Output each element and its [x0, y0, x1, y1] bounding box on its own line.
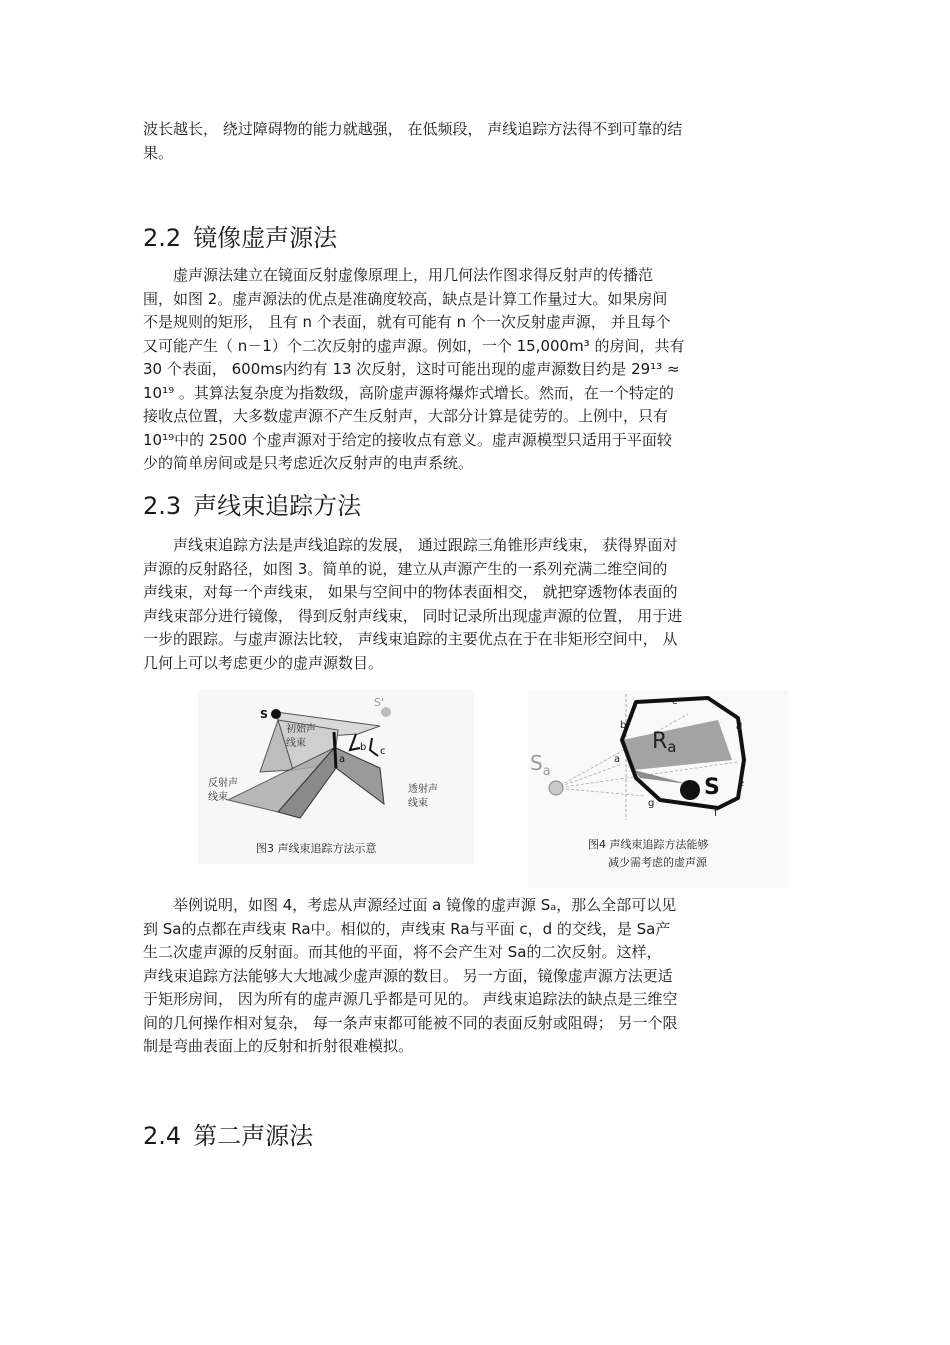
image-source-point: [549, 781, 563, 795]
label-s: S: [260, 708, 268, 721]
figure-4-caption-line-1: 图4 声线束追踪方法能够: [588, 838, 709, 851]
text-line: 又可能产生（ n－1）个二次反射的虚声源。例如，一个 15,000m³ 的房间，共有: [143, 336, 685, 355]
source-point: [680, 780, 700, 800]
text-line: 一步的跟踪。与虚声源法比较， 声线束追踪的主要优点在于在非矩形空间中， 从: [143, 630, 678, 648]
edge-label-g: g: [648, 798, 655, 809]
section-title: 第二声源法: [193, 1122, 314, 1150]
text-line: 接收点位置，大多数虚声源不产生反射声，大部分计算是徒劳的。上例中，只有: [143, 407, 669, 425]
edge-label-b: b: [620, 720, 627, 731]
section-number: 2.3: [143, 492, 182, 520]
section-2-3-paragraph-2: [143, 894, 808, 1059]
figure-4-caption-line-2: 减少需考虑的虚声源: [608, 856, 707, 869]
text-line: 果。: [143, 143, 174, 162]
label-b: b: [360, 742, 367, 753]
text-line: 到 Sa的点都在声线束 Ra中。相似的，声线束 Ra与平面 c，d 的交线，是 Sa产: [143, 919, 671, 938]
text-line: 10¹⁹ 。其算法复杂度为指数级，高阶虚声源将爆炸式增长。然而，在一个特定的: [143, 383, 674, 402]
text-line: 声源的反射路径，如图 3。简单的说，建立从声源产生的一系列充满二维空间的: [143, 559, 668, 578]
edge-label-a: a: [614, 754, 621, 765]
text-line: 生二次虚声源的反射面。而其他的平面，将不会产生对 Sa的二次反射。这样，: [143, 943, 662, 961]
label-c: c: [380, 746, 386, 757]
label-reflected-beam-2: 线束: [208, 792, 228, 803]
label-initial-beam: 初始声: [286, 724, 316, 735]
figure-3-caption: 图3 声线束追踪方法示意: [256, 842, 377, 855]
figure-3: [198, 690, 474, 864]
figure-4-diagram: [528, 690, 788, 888]
label-a: a: [339, 754, 346, 765]
section-number: 2.2: [143, 224, 182, 252]
section-heading-2-3: [143, 486, 361, 521]
edge-label-f: f: [714, 808, 718, 819]
section-2-2-paragraph: [143, 264, 808, 476]
edge-label-c: c: [672, 696, 678, 707]
text-line: 声线束追踪方法是声线追踪的发展， 通过跟踪三角锥形声线束， 获得界面对: [143, 536, 678, 554]
text-line: 围，如图 2。虚声源法的优点是准确度较高，缺点是计算工作量过大。如果房间: [143, 289, 668, 308]
label-s: S: [704, 775, 720, 800]
text-line: 波长越长， 绕过障碍物的能力就越强， 在低频段， 声线追踪方法得不到可靠的结: [143, 120, 683, 138]
section-title: 声线束追踪方法: [193, 492, 362, 520]
text-line: 间的几何操作相对复杂， 每一条声束都可能被不同的表面反射或阻碍； 另一个限: [143, 1013, 678, 1032]
text-line: 10¹⁹中的 2500 个虚声源对于给定的接收点有意义。虚声源模型只适用于平面较: [143, 430, 672, 449]
section-heading-2-2: [143, 218, 337, 253]
text-line: 30 个表面， 600ms内约有 13 次反射，这时可能出现的虚声源数目约是 29¹³ ≈: [143, 360, 680, 378]
figure-4: [528, 690, 788, 888]
text-line: 几何上可以考虑更少的虚声源数目。: [143, 653, 384, 672]
section-title: 镜像虚声源法: [193, 224, 338, 252]
text-line: 不是规则的矩形， 且有 n 个表面，就有可能有 n 个一次反射虚声源， 并且每个: [143, 313, 671, 331]
section-2-3-paragraph-1: [143, 534, 808, 675]
text-line: 少的简单房间或是只考虑近次反射声的电声系统。: [143, 454, 474, 472]
label-ra-main: R: [652, 729, 668, 754]
edge-label-d: d: [736, 722, 743, 733]
label-transmitted-beam: 透射声: [408, 784, 438, 795]
label-sa-sub: a: [542, 764, 551, 779]
label-transmitted-beam-2: 线束: [408, 798, 428, 809]
label-reflected-beam: 反射声: [208, 778, 238, 789]
label-s-prime: S': [374, 696, 385, 709]
text-line: 声线束，对每一个声线束， 如果与空间中的物体表面相交， 就把穿透物体表面的: [143, 583, 678, 601]
text-line: 举例说明，如图 4，考虑从声源经过面 a 镜像的虚声源 Sₐ，那么全部可以见: [143, 896, 677, 914]
section-number: 2.4: [143, 1122, 182, 1150]
source-point: [271, 709, 281, 719]
figure-3-diagram: [198, 690, 474, 864]
text-line: 制是弯曲表面上的反射和折射很难模拟。: [143, 1037, 414, 1055]
edge-label-e: e: [738, 778, 745, 789]
text-line: 声线束部分进行镜像， 得到反射声线束， 同时记录所出现虚声源的位置， 用于进: [143, 606, 683, 625]
text-line: 虚声源法建立在镜面反射虚像原理上，用几何法作图求得反射声的传播范: [143, 266, 654, 284]
label-sa-main: S: [530, 751, 543, 775]
section-heading-2-4: [143, 1116, 313, 1151]
text-line: 声线束追踪方法能够大大地减少虚声源的数目。 另一方面，镜像虚声源方法更适: [143, 966, 673, 985]
label-ra-sub: a: [667, 738, 677, 756]
text-line: 于矩形房间， 因为所有的虚声源几乎都是可见的。 声线束追踪法的缺点是三维空: [143, 990, 678, 1008]
label-initial-beam-2: 线束: [286, 738, 306, 749]
intro-paragraph: [143, 118, 808, 165]
